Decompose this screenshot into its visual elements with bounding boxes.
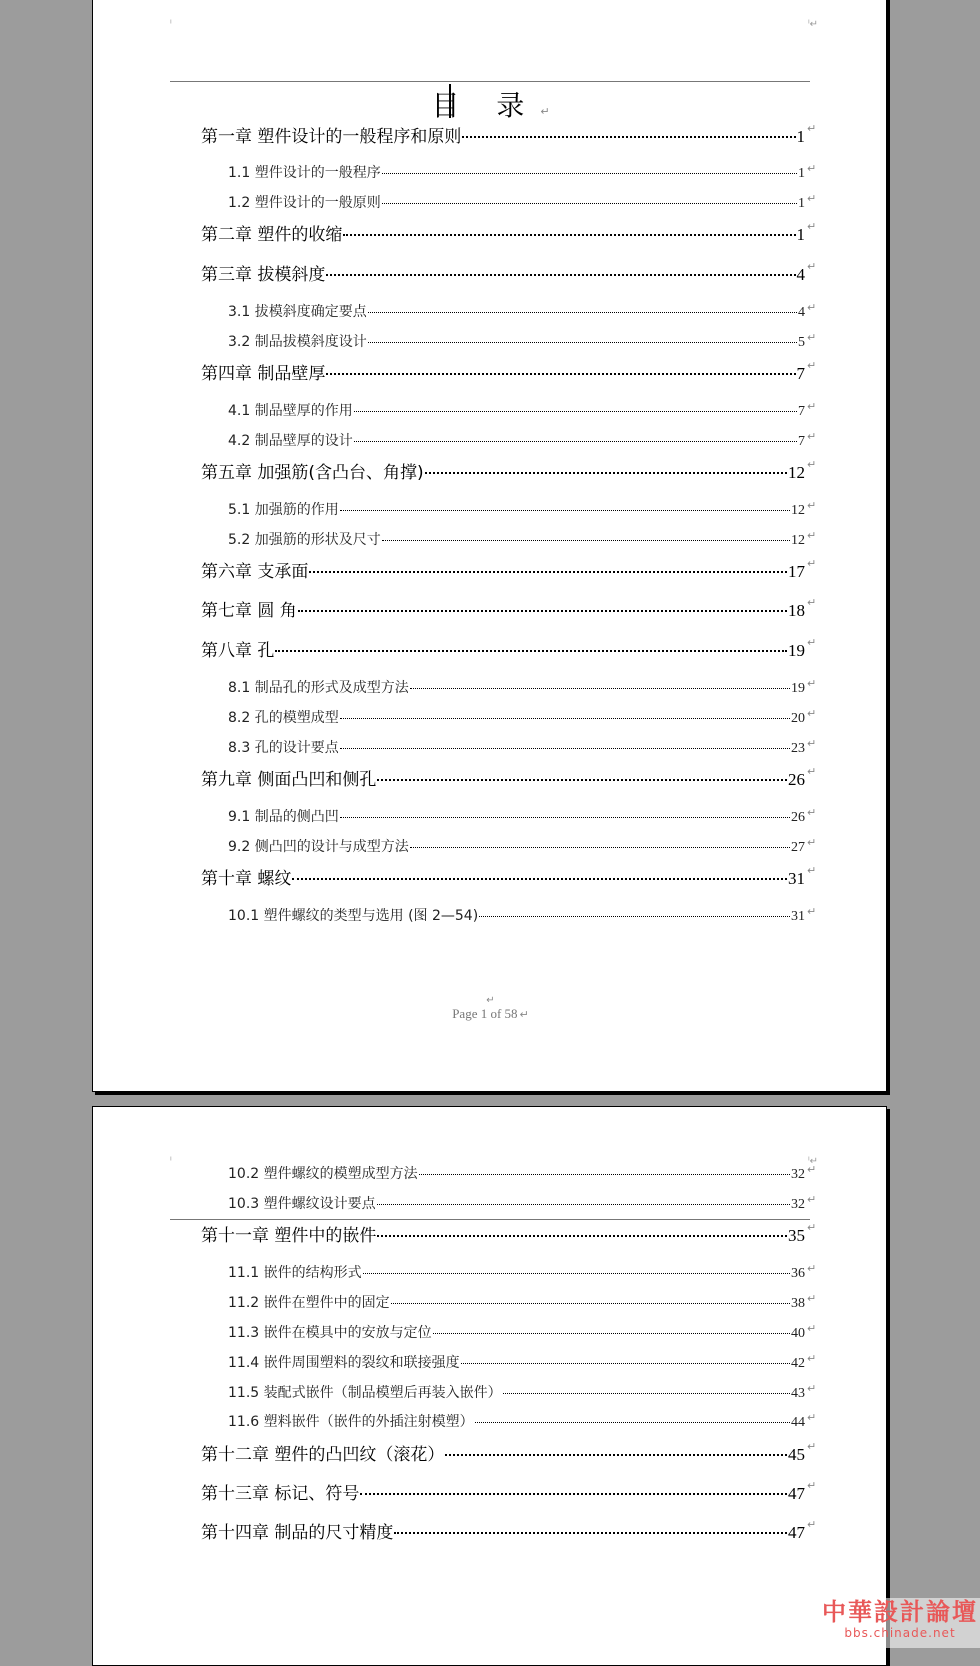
header-corner-mark-left: ˡ (170, 19, 172, 30)
toc-dot-leader (340, 510, 790, 511)
toc-entry-title: 1.2 塑件设计的一般原则 (228, 195, 381, 211)
toc-page-number: 1 (796, 225, 805, 244)
paragraph-mark: ↵ (807, 162, 817, 175)
toc-entry-title: 8.2 孔的模塑成型 (228, 710, 339, 726)
toc-dot-leader (340, 817, 790, 818)
paragraph-mark: ↵ (807, 707, 817, 720)
toc-dot-leader (368, 312, 797, 313)
paragraph-mark: ↵ (807, 331, 817, 344)
toc-dot-leader (309, 571, 787, 573)
toc-page-number: 1 (796, 127, 805, 146)
toc-entry-title: 4.1 制品壁厚的作用 (228, 403, 353, 419)
toc-entry-title: 1.1 塑件设计的一般程序 (228, 165, 381, 181)
toc-entry-title: 10.2 塑件螺纹的模塑成型方法 (228, 1166, 418, 1182)
toc-section-entry[interactable] (228, 806, 817, 826)
toc-dot-leader (354, 411, 797, 412)
toc-page-number: 45 (788, 1445, 805, 1464)
toc-chapter-entry[interactable] (201, 765, 817, 790)
toc-entry-title: 第九章 侧面凸凹和侧孔 (201, 770, 377, 790)
toc-section-entry[interactable] (228, 905, 817, 925)
toc-page-number: 38 (791, 1296, 805, 1311)
toc-page-number: 35 (788, 1226, 805, 1245)
toc-dot-leader (343, 234, 795, 236)
toc-page-number: 12 (788, 463, 805, 482)
paragraph-mark: ↵ (807, 1262, 817, 1275)
toc-page-number: 7 (798, 434, 805, 449)
paragraph-mark: ↵ (807, 220, 817, 233)
toc-page-number: 40 (791, 1326, 805, 1341)
toc-entry-title: 第二章 塑件的收缩 (201, 225, 343, 245)
toc-chapter-entry[interactable] (201, 220, 817, 245)
toc-dot-leader (479, 916, 790, 917)
paragraph-mark: ↵ (807, 677, 817, 690)
toc-dot-leader (298, 610, 787, 612)
toc-page-number: 5 (798, 335, 805, 350)
toc-page-number: 26 (788, 770, 805, 789)
toc-section-entry[interactable] (228, 430, 817, 450)
paragraph-mark: ↵ (807, 557, 817, 570)
toc-dot-leader (326, 274, 795, 276)
paragraph-mark: ↵ (519, 1009, 529, 1021)
toc-entry-title: 11.4 嵌件周围塑料的裂纹和联接强度 (228, 1355, 460, 1371)
toc-section-entry[interactable] (228, 192, 817, 212)
toc-page-number: 36 (791, 1266, 805, 1281)
toc-dot-leader (410, 688, 790, 689)
paragraph-mark: ↵ (807, 458, 817, 471)
toc-dot-leader (410, 847, 790, 848)
document-page-2 (92, 1106, 887, 1666)
toc-dot-leader (382, 203, 797, 204)
toc-section-entry[interactable] (228, 499, 817, 519)
toc-dot-leader (292, 878, 787, 880)
paragraph-mark: ↵ (807, 836, 817, 849)
toc-page-number: 1 (798, 166, 805, 181)
toc-dot-leader (475, 1422, 790, 1423)
toc-entry-title: 8.3 孔的设计要点 (228, 740, 339, 756)
header-corner-mark-right: ˡ↵ (808, 19, 819, 30)
header-corner-mark-right: ˡ↵ (808, 1156, 819, 1167)
paragraph-mark: ↵ (486, 995, 495, 1006)
paragraph-mark: ↵ (807, 1352, 817, 1365)
toc-dot-leader (503, 1393, 790, 1394)
toc-chapter-entry[interactable] (201, 260, 817, 285)
toc-page-number: 19 (791, 681, 805, 696)
page-number-footer: Page 1 of 58 (452, 1006, 518, 1021)
paragraph-mark: ↵ (807, 400, 817, 413)
toc-page-number: 43 (791, 1386, 805, 1401)
paragraph-mark: ↵ (807, 301, 817, 314)
toc-chapter-entry[interactable] (201, 122, 817, 147)
toc-page-number: 12 (791, 533, 805, 548)
toc-dot-leader (377, 779, 787, 781)
toc-chapter-entry[interactable] (201, 636, 817, 661)
toc-page-number: 32 (791, 1197, 805, 1212)
toc-page-number: 4 (798, 305, 805, 320)
toc-list (93, 1107, 887, 1665)
paragraph-mark: ↵ (540, 105, 550, 118)
paragraph-mark: ↵ (807, 1292, 817, 1305)
paragraph-mark: ↵ (807, 499, 817, 512)
toc-entry-title: 第十三章 标记、符号 (201, 1484, 360, 1504)
toc-section-entry[interactable] (228, 400, 817, 420)
toc-dot-leader (377, 1235, 787, 1237)
toc-section-entry[interactable] (228, 1411, 817, 1431)
toc-dot-leader (275, 650, 787, 652)
paragraph-mark: ↵ (807, 260, 817, 273)
toc-dot-leader (382, 540, 790, 541)
toc-entry-title: 11.3 嵌件在模具中的安放与定位 (228, 1325, 432, 1341)
toc-section-entry[interactable] (228, 1193, 817, 1213)
toc-entry-title: 第一章 塑件设计的一般程序和原则 (201, 127, 462, 147)
toc-entry-title: 9.2 侧凸凹的设计与成型方法 (228, 839, 409, 855)
paragraph-mark: ↵ (807, 864, 817, 877)
toc-section-entry[interactable] (228, 1382, 817, 1402)
toc-entry-title: 第四章 制品壁厚 (201, 364, 326, 384)
toc-entry-title: 10.3 塑件螺纹设计要点 (228, 1196, 376, 1212)
paragraph-mark: ↵ (807, 1221, 817, 1234)
paragraph-mark: ↵ (807, 806, 817, 819)
toc-chapter-entry[interactable] (201, 864, 817, 889)
paragraph-mark: ↵ (807, 1440, 817, 1453)
toc-page-number: 42 (791, 1356, 805, 1371)
toc-page-number: 26 (791, 810, 805, 825)
toc-chapter-entry[interactable] (201, 1221, 817, 1246)
paragraph-mark: ↵ (807, 122, 817, 135)
toc-section-entry[interactable] (228, 836, 817, 856)
toc-page-number: 17 (788, 562, 805, 581)
toc-page-number: 12 (791, 503, 805, 518)
paragraph-mark: ↵ (807, 1193, 817, 1206)
toc-entry-title: 4.2 制品壁厚的设计 (228, 433, 353, 449)
toc-section-entry[interactable] (228, 162, 817, 182)
toc-entry-title: 11.6 塑料嵌件（嵌件的外插注射模塑） (228, 1414, 474, 1430)
watermark-url: bbs.chinade.net (844, 1626, 956, 1640)
toc-section-entry[interactable] (228, 707, 817, 727)
toc-dot-leader (363, 1273, 790, 1274)
toc-entry-title: 3.2 制品拔模斜度设计 (228, 334, 367, 350)
toc-entry-title: 3.1 拔模斜度确定要点 (228, 304, 367, 320)
toc-chapter-entry[interactable] (201, 596, 817, 621)
toc-section-entry[interactable] (228, 331, 817, 351)
toc-section-entry[interactable] (228, 1163, 817, 1183)
toc-page-number: 32 (791, 1167, 805, 1182)
toc-section-entry[interactable] (228, 1262, 817, 1282)
toc-chapter-entry[interactable] (201, 1518, 817, 1543)
toc-title-text: 目 录 (431, 89, 539, 122)
paragraph-mark: ↵ (807, 1479, 817, 1492)
document-page-1 (92, 0, 887, 1092)
toc-entry-title: 10.1 塑件螺纹的类型与选用 (图 2—54) (228, 908, 479, 924)
toc-page-number: 47 (788, 1523, 805, 1542)
toc-page-number: 47 (788, 1484, 805, 1503)
toc-dot-leader (394, 1532, 787, 1534)
toc-chapter-entry[interactable] (201, 1479, 817, 1504)
toc-section-entry[interactable] (228, 677, 817, 697)
page-footer (93, 1006, 887, 1022)
paragraph-mark: ↵ (807, 359, 817, 372)
toc-entry-title: 第三章 拔模斜度 (201, 265, 326, 285)
toc-entry-title: 第十四章 制品的尺寸精度 (201, 1523, 394, 1543)
toc-dot-leader (340, 718, 790, 719)
toc-page-number: 31 (791, 909, 805, 924)
toc-dot-leader (433, 1333, 790, 1334)
toc-page-number: 23 (791, 741, 805, 756)
toc-entry-title: 11.5 装配式嵌件（制品模塑后再装入嵌件） (228, 1385, 502, 1401)
toc-dot-leader (377, 1204, 790, 1205)
paragraph-mark: ↵ (807, 430, 817, 443)
toc-entry-title: 第八章 孔 (201, 641, 275, 661)
toc-dot-leader (461, 1363, 790, 1364)
toc-page-number: 31 (788, 869, 805, 888)
toc-dot-leader (382, 173, 797, 174)
toc-dot-leader (340, 748, 790, 749)
toc-page-number: 27 (791, 840, 805, 855)
toc-page-number: 7 (796, 364, 805, 383)
toc-dot-leader (391, 1303, 790, 1304)
toc-dot-leader (326, 373, 795, 375)
paragraph-mark: ↵ (807, 1322, 817, 1335)
toc-entry-title: 第十章 螺纹 (201, 869, 292, 889)
toc-dot-leader (425, 472, 787, 474)
toc-page-number: 20 (791, 711, 805, 726)
toc-chapter-entry[interactable] (201, 359, 817, 384)
toc-entry-title: 第七章 圆 角 (201, 601, 297, 621)
toc-entry-title: 第十二章 塑件的凸凹纹（滚花） (201, 1445, 445, 1465)
toc-section-entry[interactable] (228, 737, 817, 757)
paragraph-mark: ↵ (807, 905, 817, 918)
toc-dot-leader (445, 1454, 787, 1456)
paragraph-mark: ↵ (807, 529, 817, 542)
toc-page-number: 18 (788, 601, 805, 620)
toc-page-number: 7 (798, 404, 805, 419)
toc-entry-title: 11.2 嵌件在塑件中的固定 (228, 1295, 390, 1311)
toc-page-number: 1 (798, 196, 805, 211)
toc-section-entry[interactable] (228, 1322, 817, 1342)
toc-section-entry[interactable] (228, 1352, 817, 1372)
toc-dot-leader (419, 1174, 790, 1175)
toc-entry-title: 11.1 嵌件的结构形式 (228, 1265, 362, 1281)
paragraph-mark: ↵ (807, 1163, 817, 1176)
toc-dot-leader (360, 1493, 787, 1495)
toc-section-entry[interactable] (228, 1292, 817, 1312)
toc-dot-leader (462, 136, 795, 138)
toc-dot-leader (354, 441, 797, 442)
toc-chapter-entry[interactable] (201, 458, 817, 483)
toc-section-entry[interactable] (228, 529, 817, 549)
toc-entry-title: 第五章 加强筋(含凸台、角撑) (201, 463, 424, 483)
paragraph-mark: ↵ (807, 1411, 817, 1424)
toc-dot-leader (368, 342, 797, 343)
toc-chapter-entry[interactable] (201, 1440, 817, 1465)
site-watermark-logo (820, 1598, 980, 1648)
toc-list (93, 0, 887, 1091)
toc-chapter-entry[interactable] (201, 557, 817, 582)
toc-entry-title: 5.1 加强筋的作用 (228, 502, 339, 518)
toc-page-number: 19 (788, 641, 805, 660)
toc-page-number: 44 (791, 1415, 805, 1430)
paragraph-mark: ↵ (807, 192, 817, 205)
toc-page-number: 4 (796, 265, 805, 284)
toc-entry-title: 第六章 支承面 (201, 562, 309, 582)
paragraph-mark: ↵ (807, 1518, 817, 1531)
watermark-title: 中華設計論壇 (822, 1597, 978, 1626)
paragraph-mark: ↵ (807, 636, 817, 649)
toc-entry-title: 5.2 加强筋的形状及尺寸 (228, 532, 381, 548)
header-corner-mark-left: ˡ (170, 1156, 172, 1167)
toc-entry-title: 8.1 制品孔的形式及成型方法 (228, 680, 409, 696)
paragraph-mark: ↵ (807, 1382, 817, 1395)
paragraph-mark: ↵ (807, 765, 817, 778)
paragraph-mark: ↵ (807, 596, 817, 609)
toc-entry-title: 第十一章 塑件中的嵌件 (201, 1226, 377, 1246)
toc-entry-title: 9.1 制品的侧凸凹 (228, 809, 339, 825)
toc-section-entry[interactable] (228, 301, 817, 321)
paragraph-mark: ↵ (807, 737, 817, 750)
